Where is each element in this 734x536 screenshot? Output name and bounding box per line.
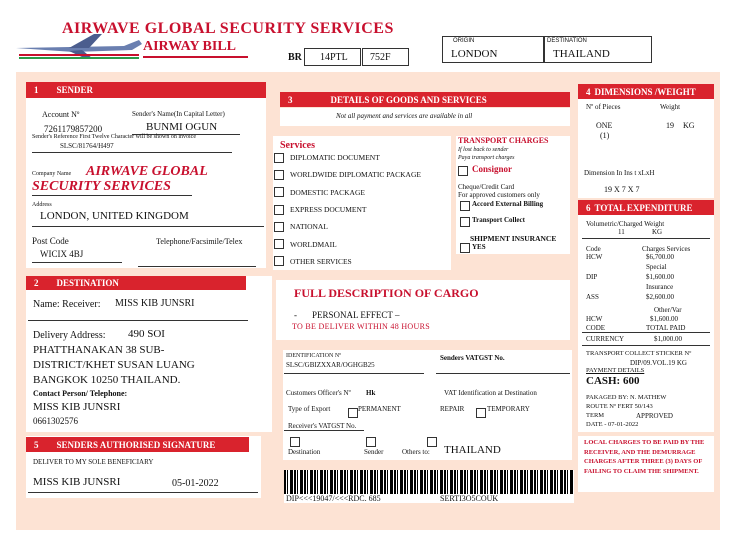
account-number: 7261179857200 (44, 124, 103, 134)
charge-amount: $2,600.00 (646, 293, 674, 301)
origin-value: LONDON (451, 48, 498, 60)
sender-ref: SLSC/81764/H497 (60, 142, 114, 150)
contact-name: MISS KIB JUNSRI (33, 401, 121, 413)
goods-section-title: DETAILS OF GOODS AND SERVICES (330, 94, 487, 105)
dimension-value: 19 X 7 X 7 (604, 185, 640, 194)
sender-ref-label: Sender's Reference First Twelve Character will be shown on invoice (32, 134, 197, 140)
hcw2-code: HCW (586, 315, 603, 323)
service-option[interactable] (274, 149, 450, 166)
destination-section-title: DESTINATION (56, 278, 119, 288)
postcode-line (32, 262, 122, 263)
charge-amount: Special (646, 263, 667, 271)
doc-title: AIRWAY BILL (143, 39, 237, 54)
service-option[interactable] (274, 253, 450, 270)
title-underline (143, 56, 248, 58)
officer-label: Customers Officer's Nº (286, 389, 351, 397)
id-line (284, 373, 424, 374)
destination-value: THAILAND (553, 48, 610, 60)
transport-collect-label: Transport Collect (472, 216, 525, 224)
route: ROUTE Nº FERT 50/143 (586, 403, 653, 410)
expenditure-section-num: 6 (586, 202, 591, 213)
service-label: NATIONAL (290, 222, 328, 232)
service-checkbox[interactable] (274, 187, 284, 197)
destination-header (26, 276, 246, 290)
id-value: SLSC/GBIZXXAR/OGHGB25 (286, 361, 375, 369)
receiver-vat-label: Receiver's VATGST No. (288, 422, 357, 430)
dest-checkbox[interactable] (290, 437, 300, 447)
volumetric-line (582, 238, 710, 239)
exp-date: DATE - 07-01-2022 (586, 421, 639, 428)
goods-header (280, 92, 570, 107)
delivery-line4: BANGKOK 10250 THAILAND. (33, 374, 181, 386)
service-checkbox[interactable] (274, 153, 284, 163)
transport-collect-checkbox[interactable] (460, 217, 470, 227)
charges-label: Charges Services (642, 245, 691, 253)
consignor-label: Consignor (472, 164, 513, 174)
dimensions-section-title: DIMENSIONS /WEIGHT (594, 86, 696, 97)
origin-label: ORIGIN (453, 38, 475, 44)
transport-title: TRANSPORT CHARGES (458, 136, 549, 145)
postcode-value: WICIX 4BJ (40, 249, 84, 259)
accord-label: Accord External Billing (472, 200, 544, 208)
service-label: DOMESTIC PACKAGE (290, 187, 365, 197)
delivery-line1: 490 SOI (128, 328, 165, 340)
address-value: LONDON, UNITED KINGDOM (40, 210, 189, 222)
total-line (582, 332, 710, 333)
barcode (284, 470, 574, 494)
company-label: Company Name (32, 171, 72, 177)
company-name-1: AIRWAVE GLOBAL (86, 164, 208, 179)
dimension-label: Dimension In Ins t xLxH (584, 169, 655, 177)
approved-note: For approved customers only (458, 191, 540, 199)
expenditure-section-title: TOTAL EXPENDITURE (594, 202, 693, 213)
sender-name: BUNMI OGUN (146, 121, 218, 133)
others-value: THAILAND (444, 444, 501, 456)
ref-b: 752F (370, 52, 391, 63)
vat-dest-label: VAT Identification at Destination (444, 389, 537, 397)
charge-code (586, 263, 646, 273)
ref-box-b (362, 48, 409, 66)
destination-box (544, 36, 652, 63)
cargo-title: FULL DESCRIPTION OF CARGO (294, 286, 479, 300)
goods-section-num: 3 (288, 94, 293, 105)
charge-code: DIP (586, 273, 598, 281)
ref-prefix: BR (288, 52, 302, 63)
service-checkbox[interactable] (274, 239, 284, 249)
accord-checkbox[interactable] (460, 201, 470, 211)
pieces-value: ONE (596, 121, 613, 130)
service-option[interactable] (274, 218, 450, 235)
service-option[interactable] (274, 201, 450, 218)
total-paid: TOTAL PAID (646, 324, 686, 332)
delivery-line2: PHATTHANAKAN 38 SUB- (33, 344, 165, 356)
contact-phone: 0661302576 (33, 416, 78, 426)
sender-checkbox[interactable] (366, 437, 376, 447)
sender-section-title: SENDER (56, 85, 94, 95)
service-option[interactable] (274, 166, 450, 183)
dimensions-section-num: 4 (586, 86, 591, 97)
service-label: OTHER SERVICES (290, 256, 352, 266)
dimensions-header (578, 84, 714, 99)
barcode-text-2: SERTI3O5COUK (440, 494, 499, 503)
signature-name: MISS KIB JUNSRI (33, 476, 121, 488)
sticker-label: TRANSPORT COLLECT STICKER Nº (586, 350, 692, 357)
dest-label: Destination (288, 448, 321, 456)
dimensions-section (578, 84, 714, 198)
payment-details: PAYMENT DETAILS (586, 367, 645, 374)
consignor-checkbox[interactable] (458, 166, 468, 176)
code2-label: CODE (586, 324, 606, 332)
weight-label: Weight (660, 103, 681, 111)
charge-amount: $6,700.00 (646, 253, 674, 261)
volumetric-value: 11 (618, 228, 625, 236)
cargo-dash: - (294, 310, 297, 320)
signature-instruction: DELIVER TO MY SOLE BENEFICIARY (33, 458, 154, 466)
signature-header (26, 437, 249, 452)
origin-box (442, 36, 544, 63)
pieces-sub: (1) (600, 131, 610, 140)
service-checkbox[interactable] (274, 256, 284, 266)
services-list (274, 149, 450, 270)
services-label: Services (280, 140, 315, 151)
insurance-value: YES (472, 243, 486, 251)
charge-row (586, 253, 706, 263)
code-label: Code (586, 245, 601, 253)
signature-section-num: 5 (34, 439, 39, 450)
vatgst-label: Senders VATGST No. (440, 354, 505, 362)
term-value: APPROVED (636, 412, 673, 420)
hcw2-amount: $1,600.00 (650, 315, 678, 323)
export-label: Type of Export (288, 405, 331, 413)
service-label: WORLDMAIL (290, 239, 337, 249)
cheque-label: Cheque/Credit Card (458, 183, 515, 191)
address-label: Address (32, 202, 52, 208)
currency-label: CURRENCY (586, 335, 625, 343)
charges-rows (586, 253, 706, 303)
address-line (32, 226, 264, 227)
temporary-label: TEMPORARY (487, 405, 530, 413)
service-checkbox[interactable] (274, 170, 284, 180)
company-title: AIRWAVE GLOBAL SECURITY SERVICES (62, 20, 394, 37)
insurance-checkbox[interactable] (460, 243, 470, 253)
phone-label: Telephone/Facsimile/Telex (156, 237, 243, 246)
packaged-by: PAKAGED BY: N. MATHEW (586, 394, 667, 401)
vatgst-line (436, 373, 570, 374)
charge-row (586, 273, 706, 283)
service-label: DIPLOMATIC DOCUMENT (290, 153, 380, 163)
charge-amount: Insurance (646, 283, 674, 291)
currency-value: $1,000.00 (654, 335, 682, 343)
contact-label: Contact Person/ Telephone: (33, 389, 128, 398)
service-checkbox[interactable] (274, 205, 284, 215)
company-name-2: SECURITY SERVICES (32, 179, 171, 194)
receiver-line (28, 320, 248, 321)
receiver-name: MISS KIB JUNSRI (115, 298, 195, 309)
charge-row (586, 263, 706, 273)
destination-section-num: 2 (34, 278, 39, 288)
charge-code (586, 283, 646, 293)
sender-section-num: 1 (34, 85, 39, 95)
receiver-vat-line (284, 430, 364, 431)
charge-row (586, 283, 706, 293)
postcode-label: Post Code (32, 236, 69, 246)
sender-label: Sender (364, 448, 384, 456)
charge-code: ASS (586, 293, 599, 301)
signature-date: 05-01-2022 (172, 478, 219, 489)
sender-name-label: Sender's Name(In Capital Letter) (132, 110, 225, 118)
transport-note-2: Paya transport charges (458, 155, 515, 161)
charge-code: HCW (586, 253, 603, 261)
pieces-label: Nº of Pieces (586, 103, 621, 111)
service-label: WORLDWIDE DIPLOMATIC PACKAGE (290, 170, 421, 180)
cargo-note: TO BE DELIVER WITHIN 48 HOURS (292, 322, 430, 331)
others-label: Others to: (402, 448, 430, 456)
charge-row (586, 293, 706, 303)
signature-line (28, 492, 258, 493)
weight-unit: KG (683, 121, 695, 130)
weight-value: 19 (666, 121, 674, 130)
destination-label: DESTINATION (547, 38, 587, 44)
permanent-checkbox[interactable] (348, 408, 358, 418)
service-label: EXPRESS DOCUMENT (290, 205, 367, 215)
charge-amount: $1,600.00 (646, 273, 674, 281)
service-option[interactable] (274, 184, 450, 201)
service-option[interactable] (274, 235, 450, 252)
phone-line (138, 266, 256, 267)
sender-ref-line (32, 152, 232, 153)
local-charges-warning: LOCAL CHARGES TO BE PAID BY THE RECEIVER, AND THE DEMURRAGE CHARGES AFTER THREE (3) DAYS OF FAILING TO CLAIM THE SHIPMENT. (584, 439, 705, 475)
delivery-line3: DISTRICT/KHET SUSAN LUANG (33, 359, 195, 371)
signature-section-title: SENDERS AUTHORISED SIGNATURE (56, 439, 216, 450)
officer-value: Hk (366, 389, 376, 397)
goods-note: Not all payment and services are available in all (336, 112, 473, 120)
others-checkbox[interactable] (427, 437, 437, 447)
sticker-value: DIP/09.VOL.19 KG (630, 359, 687, 367)
other-var-label: Other/Var (654, 306, 682, 314)
delivery-label: Delivery Address: (33, 330, 106, 341)
volumetric-label: Volumetric/Charged Weight (586, 220, 665, 228)
volumetric-unit: KG (652, 228, 663, 236)
cash-value: CASH: 600 (586, 375, 640, 387)
insurance-label: SHIPMENT INSURANCE (470, 234, 557, 243)
transport-note-1: If lost back to sender (458, 147, 509, 153)
expenditure-header (578, 200, 714, 215)
account-label: Account Nº (42, 110, 80, 119)
barcode-text: DIP<<<19047/<<<RDC. 685 (286, 494, 381, 503)
temporary-checkbox[interactable] (476, 408, 486, 418)
ref-a: 14PTL (320, 52, 348, 63)
sender-header (26, 82, 266, 98)
id-label: IDENTIFICATION Nº (286, 353, 342, 359)
repair-label: REPAIR (440, 405, 465, 413)
service-checkbox[interactable] (274, 222, 284, 232)
receiver-label: Name: Receiver: (33, 299, 101, 310)
cargo-item: PERSONAL EFFECT – (312, 310, 400, 320)
currency-line (582, 345, 710, 346)
company-line (32, 195, 192, 196)
term-label: TERM (586, 412, 605, 419)
permanent-label: PERMANENT (358, 405, 401, 413)
